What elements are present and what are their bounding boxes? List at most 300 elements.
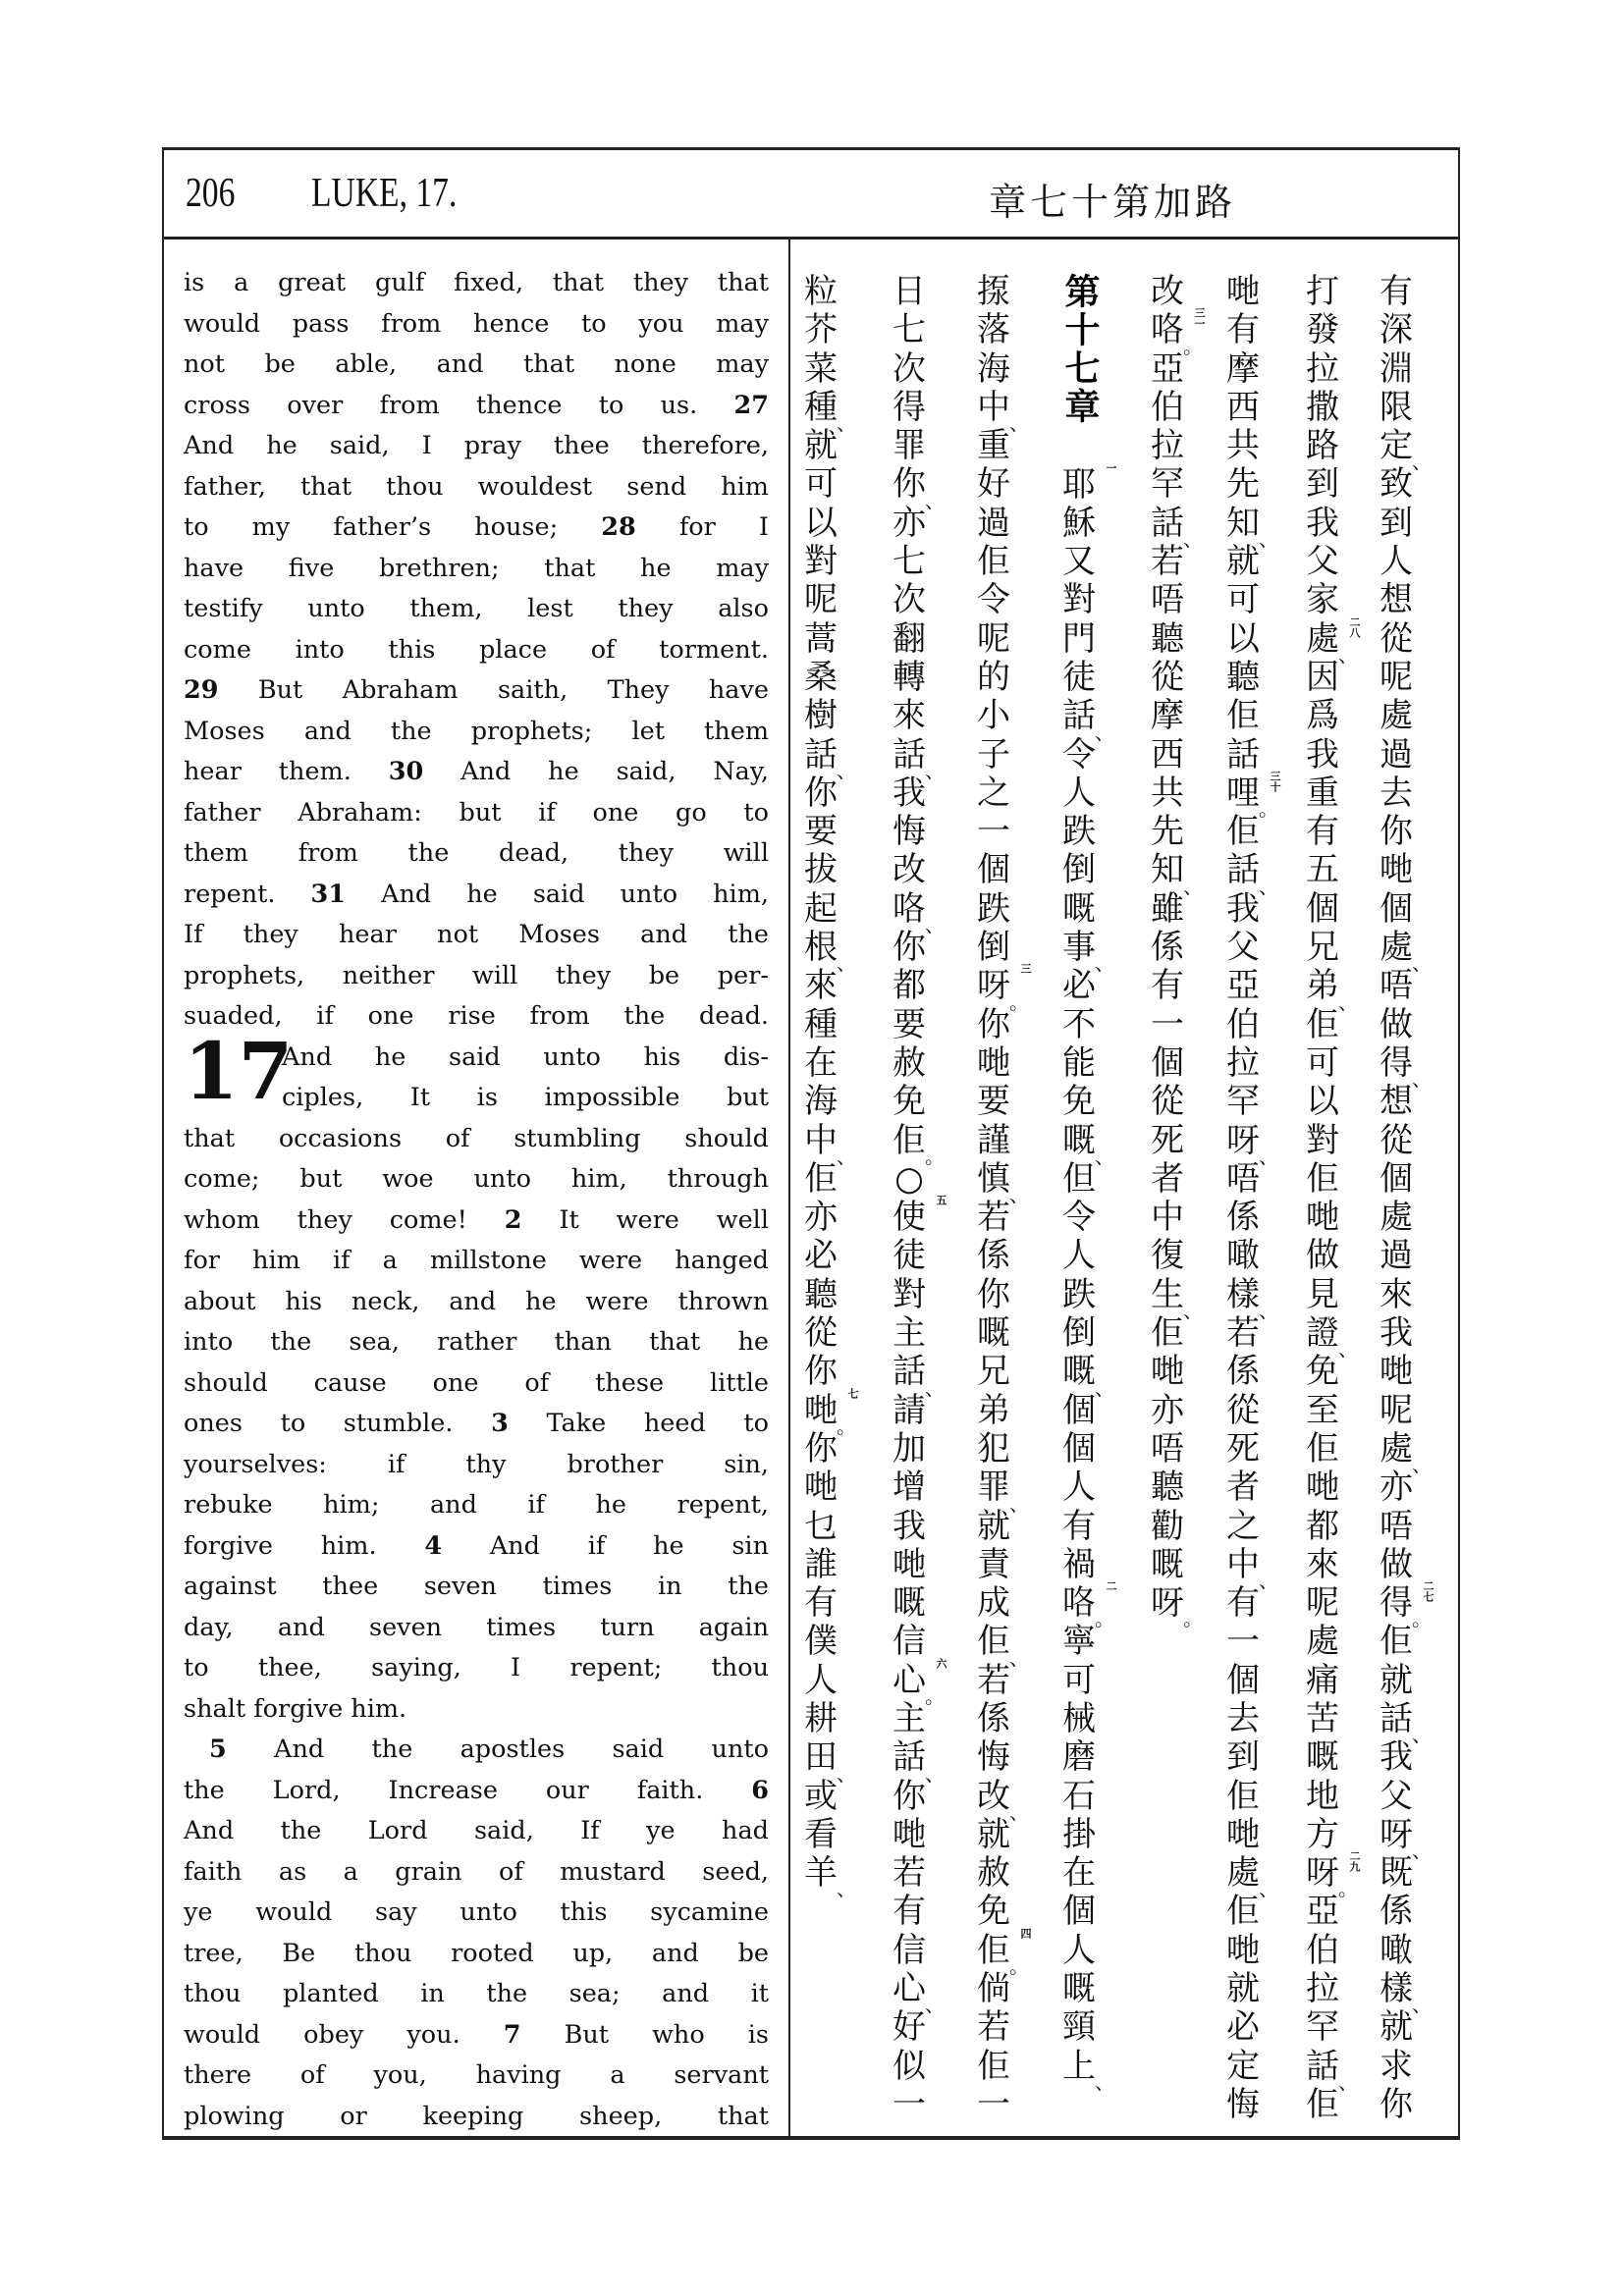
chinese-character: 摩 xyxy=(1151,696,1184,736)
chinese-character: 西 xyxy=(1151,734,1184,774)
chinese-character: 可 xyxy=(1306,1042,1339,1083)
text-line: there of you, having a servant xyxy=(184,2060,769,2090)
chinese-character: 或 xyxy=(804,1776,838,1816)
chinese-character: 聽 xyxy=(1151,1468,1184,1508)
verse-number: 三 xyxy=(1019,963,1032,975)
chinese-character: 但 xyxy=(1062,1158,1096,1199)
chinese-character: 悔 xyxy=(893,812,926,852)
punctuation-mark: 、 xyxy=(925,1993,945,2017)
chinese-character: 就 xyxy=(804,426,838,466)
verse-number: 6 xyxy=(751,1775,769,1805)
chinese-character: 又 xyxy=(1062,542,1096,582)
chinese-character: 從 xyxy=(1226,1390,1260,1430)
chinese-character: 心 、 xyxy=(893,1969,945,2017)
chinese-character: 有 xyxy=(1380,272,1413,311)
punctuation-mark: 、 xyxy=(1095,720,1114,744)
chinese-character: 免 xyxy=(977,1892,1010,1932)
chinese-character: 哋 xyxy=(893,1814,926,1854)
chinese-character: 方 xyxy=(1306,1814,1339,1854)
punctuation-mark: 。 xyxy=(1338,1877,1358,1901)
text-line: repent. 31 And he said unto him, xyxy=(184,879,769,909)
chinese-character: 種 、 xyxy=(804,387,856,436)
verse-number: 28 xyxy=(601,512,636,542)
chinese-character: 佢 xyxy=(804,1158,838,1199)
punctuation-mark: 、 xyxy=(1009,411,1029,436)
chinese-character: 來 xyxy=(893,696,926,736)
chinese-character: 能 xyxy=(1062,1042,1096,1083)
chinese-character: 唔 xyxy=(1380,1506,1413,1546)
verse-number: 二七 xyxy=(1422,1580,1434,1603)
chinese-character: 處 、 xyxy=(1380,928,1432,976)
chinese-character: 徒 xyxy=(1062,657,1096,697)
chinese-character: 桑 xyxy=(804,657,838,697)
chinese-character: 要 xyxy=(804,812,838,852)
chinese-character: 令 xyxy=(1062,734,1096,774)
chinese-character: 次 xyxy=(893,580,926,620)
chinese-character: 過 xyxy=(1380,734,1413,774)
chinese-character: 對 xyxy=(1306,1120,1339,1160)
verse-number: 27 xyxy=(733,390,769,420)
chinese-character: 嘅 、 xyxy=(1062,1352,1114,1400)
chinese-character: 重 xyxy=(1306,773,1339,813)
chinese-character: 哋 xyxy=(1306,1198,1339,1238)
verse-number: 5 xyxy=(209,1735,227,1764)
chinese-character: 哋 xyxy=(1226,272,1260,311)
chinese-character: 田 、 xyxy=(804,1737,856,1786)
chinese-character: 打 xyxy=(1306,272,1339,311)
verse-number: 三一 xyxy=(1193,307,1206,330)
chinese-character: 係 xyxy=(1226,1198,1260,1238)
chinese-character: 痛 xyxy=(1306,1660,1339,1700)
chinese-character: 我 xyxy=(1306,503,1339,543)
running-head: LUKE, 17. xyxy=(311,171,458,216)
chinese-character: 揼 xyxy=(977,272,1010,311)
chinese-character: 以 xyxy=(804,503,838,543)
chinese-character: 定 、 xyxy=(1380,426,1432,474)
chinese-character: 呀 。 xyxy=(1151,1583,1203,1631)
text-line: And he said, I pray thee therefore, xyxy=(184,431,769,460)
chinese-character: 處 xyxy=(1306,1622,1339,1662)
chinese-character: 共 xyxy=(1226,426,1260,466)
chinese-character: 係 xyxy=(1380,1892,1413,1932)
chinese-character: 處 xyxy=(1380,1198,1413,1238)
chinese-character: 來 xyxy=(1306,1544,1339,1584)
text-line: father Abraham: but if one go to xyxy=(184,797,769,828)
chinese-character: 你 xyxy=(1380,812,1413,852)
chinese-character: 佢 xyxy=(977,542,1010,582)
text-line: plowing or keeping sheep, that xyxy=(184,2101,769,2131)
chapter-drop-cap: 17 xyxy=(184,1025,294,1117)
text-line: against thee seven times in the xyxy=(184,1572,769,1601)
chinese-character: 蒿 xyxy=(804,618,838,659)
chinese-character: 弟 xyxy=(977,1390,1010,1430)
chinese-character: 哋 xyxy=(1306,1468,1339,1508)
chinese-character: 人 xyxy=(1062,1236,1096,1276)
chinese-character: 拉 xyxy=(1306,1969,1339,2009)
chinese-character: 小 xyxy=(977,696,1010,736)
text-line: day, and seven times turn again xyxy=(184,1612,769,1642)
punctuation-mark: 。 xyxy=(1009,1954,1029,1979)
chinese-character: 從 xyxy=(1380,1120,1413,1160)
chinese-character: 個 xyxy=(1062,1390,1096,1430)
chinese-character: 哋 xyxy=(977,1042,1010,1083)
chinese-character: 重 xyxy=(977,426,1010,466)
chinese-character: 話 、 xyxy=(1380,1698,1432,1747)
chinese-character: 對 xyxy=(893,1274,926,1314)
chinese-character: 中 、 xyxy=(804,1120,856,1168)
chinese-character: 知 、 xyxy=(1226,503,1278,552)
chinese-character: 芥 xyxy=(804,310,838,350)
chinese-character: 樣 、 xyxy=(1380,1969,1432,2017)
punctuation-mark: 、 xyxy=(1183,527,1203,552)
chinese-character: 地 xyxy=(1306,1776,1339,1816)
chinese-character: 就 xyxy=(977,1814,1010,1854)
chinese-character: 翻 xyxy=(893,618,926,659)
chinese-character: 呢 xyxy=(1380,657,1413,697)
chinese-character: 淵 xyxy=(1380,348,1413,389)
chinese-character: 嘅 xyxy=(1151,1544,1184,1584)
chinese-character: 誰 xyxy=(804,1544,838,1584)
chinese-character: 佢 xyxy=(1151,1313,1184,1354)
chinese-character: 嘅 xyxy=(1062,1969,1096,2009)
text-line: testify unto them, lest they also xyxy=(184,594,769,623)
chinese-character: 個 xyxy=(1380,888,1413,929)
punctuation-mark: 、 xyxy=(1183,874,1203,898)
text-line: If they hear not Moses and the xyxy=(184,920,769,949)
chinese-character: 犯 xyxy=(977,1428,1010,1468)
text-line: would pass from hence to you may xyxy=(184,308,769,339)
chinese-character: 中 、 xyxy=(1226,1544,1278,1593)
chinese-character: 看 xyxy=(804,1814,838,1854)
chinese-character: 哋 xyxy=(1226,1930,1260,1970)
chinese-character: 必 xyxy=(1226,2007,1260,2048)
chinese-character: 罪 xyxy=(893,426,926,466)
punctuation-mark: 、 xyxy=(1412,1839,1432,1863)
punctuation-mark: 、 xyxy=(1412,1453,1432,1477)
chinese-character: 你 xyxy=(977,1004,1010,1044)
chinese-character: 對 xyxy=(804,542,838,582)
chinese-character: 個 xyxy=(1062,1892,1096,1932)
chinese-column xyxy=(1223,272,1281,2124)
chinese-character: 有 xyxy=(893,1892,926,1932)
chinese-character: 因 xyxy=(1306,657,1339,697)
verse-number: 4 xyxy=(424,1530,443,1561)
chinese-character: 悔 xyxy=(977,1737,1010,1778)
verse-number: 七 xyxy=(846,1387,859,1399)
chinese-character: 都 xyxy=(1306,1506,1339,1546)
chinese-character: 伯 xyxy=(1151,387,1184,427)
chinese-character: 拉 xyxy=(1151,426,1184,466)
chinese-character: 佢 xyxy=(1380,1622,1413,1662)
chinese-character: 個 xyxy=(1380,1158,1413,1199)
chinese-character: 者 xyxy=(1151,1158,1184,1199)
chinese-character: 對 xyxy=(1062,580,1096,620)
chinese-character: 赦 xyxy=(893,1042,926,1083)
chinese-character: 有 xyxy=(1306,812,1339,852)
chinese-character: 嘅 xyxy=(977,1313,1010,1354)
chinese-character: 轉 xyxy=(893,657,926,697)
chinese-character: 人 xyxy=(804,1660,838,1700)
chinese-character: 免 xyxy=(893,1082,926,1122)
chinese-character: 一 xyxy=(977,812,1010,852)
punctuation-mark: 、 xyxy=(1009,1183,1029,1207)
punctuation-mark: 。 xyxy=(1183,1607,1203,1631)
punctuation-mark: 。 xyxy=(1412,1607,1432,1631)
chinese-character: 成 xyxy=(977,1583,1010,1624)
verse-number: 二九 xyxy=(1348,1850,1361,1873)
text-line: would obey you. 7 But who is xyxy=(184,2019,769,2050)
chinese-character: 從 xyxy=(1380,618,1413,659)
punctuation-mark: 、 xyxy=(837,1877,856,1901)
chinese-character: 限 xyxy=(1380,387,1413,427)
chinese-character: 之 xyxy=(1226,1506,1260,1546)
chinese-character: 噉 xyxy=(1226,1236,1260,1276)
punctuation-mark: 、 xyxy=(837,758,856,782)
punctuation-mark: 、 xyxy=(1183,1299,1203,1323)
text-line: And he said unto his dis- xyxy=(282,1041,769,1072)
chinese-character: 話 、 xyxy=(1062,696,1114,744)
chinese-character: 赦 xyxy=(977,1853,1010,1894)
text-line: that occasions of stumbling should xyxy=(184,1123,769,1153)
chinese-character: 佢 xyxy=(1306,2084,1339,2124)
chinese-character: 使 五 xyxy=(893,1195,947,1238)
chinese-character: 佢 xyxy=(1226,1892,1260,1932)
chinese-character: 必 xyxy=(804,1236,838,1276)
punctuation-mark: 、 xyxy=(1009,1645,1029,1670)
punctuation-mark: 、 xyxy=(1338,989,1358,1014)
punctuation-mark: 、 xyxy=(1259,1299,1278,1323)
chinese-character: 有 xyxy=(1151,966,1184,1006)
chinese-character: 改 xyxy=(893,850,926,890)
chinese-character: 咯 。 二 xyxy=(1062,1580,1117,1631)
chinese-character: 路 xyxy=(1306,426,1339,466)
chinese-character: 拔 xyxy=(804,850,838,890)
chinese-character: 倒 xyxy=(1062,1313,1096,1354)
chinese-character: 不 xyxy=(1062,1004,1096,1044)
text-line: tree, Be thou rooted up, and be xyxy=(184,1938,769,1968)
chinese-character: 我 xyxy=(893,773,926,813)
chinese-character: 七 xyxy=(893,310,926,350)
chinese-character: 在 xyxy=(1062,1853,1096,1894)
chinese-character: 處 、 xyxy=(1226,1853,1278,1901)
chinese-character: 可 xyxy=(804,464,838,505)
text-line: suaded, if one rise from the dead. xyxy=(184,1001,769,1031)
chinese-column xyxy=(1303,272,1361,2124)
chinese-character: 至 xyxy=(1306,1390,1339,1430)
chinese-character: 罕 xyxy=(1306,2007,1339,2048)
punctuation-mark: 、 xyxy=(1259,1569,1278,1593)
chinese-character: 禍 xyxy=(1062,1544,1096,1584)
chinese-character: 既 xyxy=(1380,1853,1413,1894)
text-line: about his neck, and he were thrown xyxy=(184,1286,769,1316)
verse-number: 29 xyxy=(184,675,219,705)
text-line: cross over from thence to us. 27 xyxy=(184,390,769,420)
chinese-character: 械 xyxy=(1062,1699,1096,1738)
text-line: hear them. 30 And he said, Nay, xyxy=(184,757,769,786)
punctuation-mark: 。 xyxy=(925,1683,945,1708)
chinese-character: 乜 xyxy=(804,1506,838,1546)
chinese-character: 種 xyxy=(804,1004,838,1044)
chinese-character: 就 xyxy=(1226,1969,1260,2009)
chinese-character: 父 xyxy=(1380,1776,1413,1816)
chinese-character: 就 xyxy=(1380,2007,1413,2048)
chinese-character: 到 xyxy=(1380,503,1413,543)
chinese-character: 哩 。 三十 xyxy=(1226,770,1281,822)
chinese-character: 兄 xyxy=(1306,928,1339,968)
chinese-column xyxy=(801,272,859,1901)
chinese-character: 一 xyxy=(893,2084,926,2124)
chinese-character: 免 xyxy=(1062,1082,1096,1122)
chinese-column xyxy=(1148,272,1206,1631)
text-line: ye would say unto this sycamine xyxy=(184,1897,769,1927)
chinese-character: 呀 、 xyxy=(1226,1120,1278,1168)
chinese-character: 七 xyxy=(893,542,926,582)
chinese-character: 都 xyxy=(893,966,926,1006)
chinese-character: 加 xyxy=(893,1428,926,1468)
chinese-character: 僕 xyxy=(804,1622,838,1662)
chinese-character: 要 xyxy=(893,1004,926,1044)
chinese-character: 主 xyxy=(893,1698,926,1738)
chinese-character: 深 xyxy=(1380,310,1413,350)
chinese-character: 信 xyxy=(893,1930,926,1970)
text-line: into the sea, rather than that he xyxy=(184,1327,769,1357)
chinese-character: 個 xyxy=(1151,1042,1184,1083)
chinese-character: 嘅 xyxy=(1062,888,1096,929)
chinese-character: 樣 、 xyxy=(1226,1274,1278,1323)
punctuation-mark: 。 xyxy=(925,1144,945,1168)
chinese-character: 唔 xyxy=(1380,966,1413,1006)
chinese-character: 門 xyxy=(1062,618,1096,659)
chinese-character: 你 xyxy=(804,773,838,813)
punctuation-mark: 、 xyxy=(1095,951,1114,976)
chinese-character: 罕 xyxy=(1151,464,1184,505)
chinese-character: 苦 xyxy=(1306,1698,1339,1738)
punctuation-mark: 、 xyxy=(1338,2069,1358,2094)
chinese-character: 唔 xyxy=(1151,1428,1184,1468)
chinese-character: 好 xyxy=(893,2007,926,2048)
chinese-character: 跌 xyxy=(1062,1274,1096,1314)
chinese-character: 做 xyxy=(1380,1004,1413,1044)
chinese-character: 耕 xyxy=(804,1698,838,1738)
chinese-character: 人 xyxy=(1062,1468,1096,1508)
chinese-character: 致 xyxy=(1380,464,1413,505)
punctuation-mark: 、 xyxy=(1412,1723,1432,1747)
chinese-character: 改 xyxy=(1151,272,1184,311)
chinese-character: 復 xyxy=(1151,1236,1184,1276)
chinese-running-title: 章七十第加路 xyxy=(989,181,1237,224)
punctuation-mark: 、 xyxy=(1338,1337,1358,1362)
chinese-character: 我 xyxy=(1226,888,1260,929)
chinese-character: 若 xyxy=(977,2007,1010,2048)
chinese-character: 呢 xyxy=(977,618,1010,659)
chinese-character: 好 xyxy=(977,464,1010,505)
text-line: Moses and the prophets; let them xyxy=(184,716,769,746)
text-line: should cause one of these little xyxy=(184,1367,769,1398)
punctuation-mark: 、 xyxy=(1095,1375,1114,1400)
chinese-character: 從 xyxy=(1151,657,1184,697)
chinese-character: 去 xyxy=(1226,1698,1260,1738)
chinese-character: 呀 。 二九 xyxy=(1306,1850,1361,1901)
chinese-character: 上 、 xyxy=(1062,2046,1114,2094)
chinese-character: 你 xyxy=(977,1274,1010,1314)
column-divider xyxy=(788,239,790,2136)
punctuation-mark: 、 xyxy=(925,488,945,512)
chinese-character: 就 xyxy=(1380,1660,1413,1700)
chinese-character: 頸 xyxy=(1062,2007,1096,2048)
text-line: prophets, neither will they be per- xyxy=(184,960,769,990)
text-line: for him if a millstone were hanged xyxy=(184,1246,769,1275)
chinese-character: 信 xyxy=(893,1622,926,1662)
chinese-character: 哋 。 七 xyxy=(804,1387,859,1438)
chinese-character: 哋 xyxy=(1151,1352,1184,1392)
chinese-character: 佢 xyxy=(1306,1428,1339,1468)
punctuation-mark: 、 xyxy=(1412,1067,1432,1092)
chinese-character: 兄 xyxy=(977,1352,1010,1392)
punctuation-mark: 、 xyxy=(925,1375,945,1400)
chinese-character: 佢 xyxy=(977,2046,1010,2086)
chinese-character: 撒 xyxy=(1306,387,1339,427)
chinese-character: 係 xyxy=(1226,1352,1260,1392)
chinese-character: 家 xyxy=(1306,580,1339,620)
punctuation-mark: 、 xyxy=(1095,2069,1114,2094)
chinese-character: 知 、 xyxy=(1151,850,1203,898)
verse-number: 一 xyxy=(1105,461,1117,473)
text-line: to my father’s house; 28 for I xyxy=(184,512,770,542)
chinese-character: 就 xyxy=(1226,542,1260,582)
chinese-character: 到 xyxy=(1306,464,1339,505)
chinese-character: 跌 xyxy=(977,888,1010,929)
chinese-character: 來 xyxy=(1380,1274,1413,1314)
chinese-character: 有 xyxy=(1226,310,1260,350)
chinese-character: 亞 xyxy=(1151,348,1184,389)
chinese-character: 定 xyxy=(1226,2046,1260,2086)
chinese-character: 倘 xyxy=(977,1969,1010,2009)
chinese-character: 你 xyxy=(893,1776,926,1816)
chinese-character: 話 、 xyxy=(1226,850,1278,898)
chinese-character: 個 xyxy=(1306,888,1339,929)
chinese-character: 從 xyxy=(804,1313,838,1354)
chinese-character: 爲 xyxy=(1306,696,1339,736)
punctuation-mark: 、 xyxy=(837,1761,856,1786)
chinese-character: 罕 xyxy=(1226,1082,1260,1122)
chinese-character: 跌 xyxy=(1062,812,1096,852)
chinese-character: 若 xyxy=(1226,1313,1260,1354)
text-line: father, that thou wouldest send him xyxy=(184,471,769,502)
chinese-column xyxy=(1377,272,1434,2124)
chinese-character: 哋 xyxy=(1380,850,1413,890)
chinese-character: 令 xyxy=(1062,1198,1096,1238)
text-line: forgive him. 4 And if he sin xyxy=(184,1530,769,1561)
chinese-character: 磨 xyxy=(1062,1737,1096,1778)
chinese-character: 我 xyxy=(1380,1313,1413,1354)
chinese-character: 令 xyxy=(977,580,1010,620)
chinese-character: 日 xyxy=(893,272,926,311)
header-rule xyxy=(164,237,1458,240)
chinese-character: 摩 xyxy=(1226,348,1260,389)
chinese-character: 共 xyxy=(1151,773,1184,813)
punctuation-mark: 。 xyxy=(1183,334,1203,358)
punctuation-mark: 、 xyxy=(1259,1877,1278,1901)
chinese-character: 亦 xyxy=(1380,1468,1413,1508)
chinese-character: 哋 xyxy=(1380,1352,1413,1392)
chinese-character: 謹 xyxy=(977,1120,1010,1160)
chinese-character: 倒 xyxy=(977,928,1010,968)
chinese-character: 你 xyxy=(804,1428,838,1468)
chinese-character: 五 xyxy=(1306,850,1339,890)
chinese-character: 我 xyxy=(893,1506,926,1546)
chinese-character: 若 xyxy=(977,1198,1010,1238)
chinese-character: 你 xyxy=(804,1352,838,1392)
